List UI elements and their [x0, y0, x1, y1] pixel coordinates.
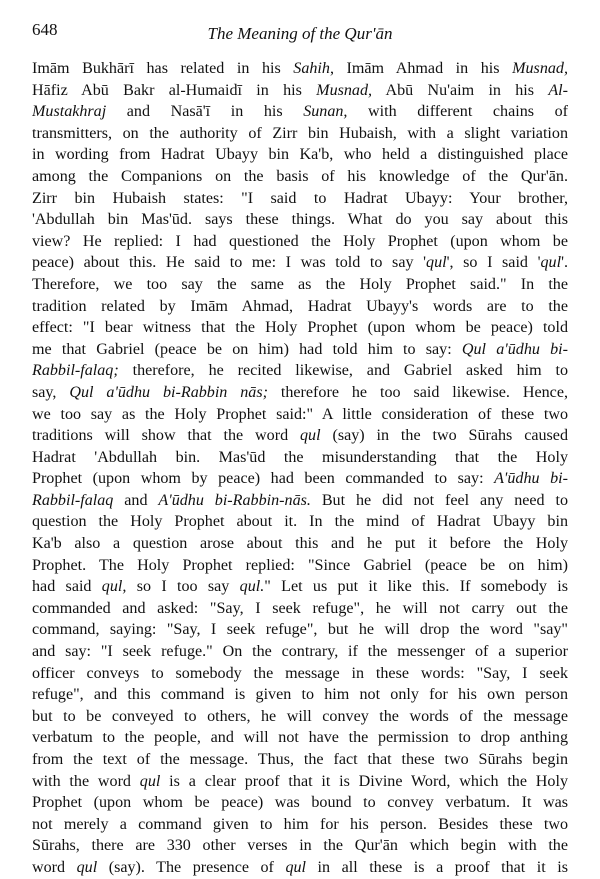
text-line	[32, 80, 568, 102]
text-segment: peace) about this. He said to me: I was told to say '	[32, 254, 427, 272]
italic-term: qul.	[239, 578, 265, 596]
text-segment: Zirr bin Hubaish states: "I said to Hadrat Ubayy: Your brother,	[32, 189, 568, 207]
text-segment: from the text of the message. Thus, the fact that these two Sūrahs begin	[32, 751, 568, 768]
text-segment: me that Gabriel (peace be on him) had told him to say:	[32, 340, 462, 358]
text-segment: question the Holy Prophet about it. In the mind of Hadrat Ubayy bin	[32, 513, 568, 531]
text-segment: traditions will show that the word	[32, 427, 300, 445]
running-title: The Meaning of the Qur'ān	[207, 24, 393, 43]
text-line	[32, 188, 568, 210]
body-paragraph	[32, 58, 568, 879]
text-line	[32, 296, 568, 318]
text-segment: Prophet. The Holy Prophet replied: "Since Gabriel (peace be on him)	[32, 556, 568, 574]
text-segment: commanded and asked: "Say, I seek refuge", he will not carry out the	[32, 599, 568, 617]
text-line	[32, 274, 568, 296]
text-line	[32, 144, 568, 166]
text-segment: in all these is a proof that it is	[306, 858, 568, 876]
text-line	[32, 404, 568, 426]
text-line	[32, 598, 568, 620]
text-segment: therefore, he recited likewise, and Gabriel asked him to	[118, 362, 568, 380]
text-line	[32, 101, 568, 123]
italic-term: qul	[426, 254, 447, 272]
text-segment: But he did not feel any need to	[310, 491, 568, 509]
text-line	[32, 468, 568, 490]
text-segment: Prophet (upon whom be peace) was bound to convey verbatum. It was	[32, 794, 568, 812]
italic-term: Musnad,	[512, 60, 568, 77]
italic-term: qul,	[101, 578, 127, 596]
text-segment: transmitters, on the authority of Zirr bin Hubaish, with a slight variation	[32, 124, 568, 142]
text-segment: say,	[32, 383, 70, 401]
italic-term: Mustakhraj	[32, 103, 107, 121]
italic-term: A'ūdhu bi-Rabbin-nās.	[158, 491, 311, 509]
text-segment: therefore he too said likewise. Hence,	[267, 383, 568, 401]
text-line	[32, 360, 568, 382]
italic-term: Sunan,	[303, 103, 348, 121]
italic-term: Rabbil-falaq;	[32, 362, 119, 380]
text-segment: among the Companions on the basis of his knowledge of the Qur'ān.	[32, 167, 568, 185]
text-segment: word	[32, 858, 77, 876]
text-segment: officer conveys to somebody the message in these words: "Say, I seek	[32, 664, 568, 682]
text-line	[32, 684, 568, 706]
text-segment: Prophet (upon whom by peace) had been commanded to say:	[32, 470, 495, 488]
page-number: 648	[32, 20, 58, 39]
text-segment: (say) in the two Sūrahs caused	[320, 427, 568, 445]
text-line	[32, 706, 568, 728]
italic-term: qul	[139, 772, 161, 790]
text-line	[32, 511, 568, 533]
text-line	[32, 166, 568, 188]
text-line	[32, 252, 568, 274]
text-line	[32, 641, 568, 663]
page-header	[32, 14, 568, 50]
text-segment: and	[113, 491, 159, 509]
text-segment: and say: "I seek refuge." On the contrary, if the messenger of a superior	[32, 643, 568, 661]
text-line	[32, 727, 568, 749]
text-segment: is a clear proof that it is Divine Word, which the Holy	[160, 772, 568, 790]
text-line	[32, 209, 568, 231]
text-line	[32, 857, 568, 879]
text-line	[32, 425, 568, 447]
text-line	[32, 792, 568, 814]
text-line	[32, 123, 568, 145]
text-segment: command, saying: "Say, I seek refuge", but he will drop the word "say"	[32, 621, 568, 639]
text-segment: effect: "I bear witness that the Holy Prophet (upon whom be peace) told	[32, 319, 568, 337]
text-segment: Ka'b also a question arose about this and he put it before the Holy	[32, 535, 568, 553]
text-segment: Hāfiz Abū Bakr al-Humaidī in his	[32, 81, 317, 99]
text-line	[32, 58, 568, 80]
text-line	[32, 771, 568, 793]
text-segment: with different chains of	[347, 103, 568, 121]
text-line	[32, 814, 568, 836]
text-line	[32, 382, 568, 404]
text-line	[32, 231, 568, 253]
italic-term: A'ūdhu bi-	[494, 470, 568, 488]
text-line	[32, 490, 568, 512]
italic-term: Al-	[548, 81, 568, 99]
text-line	[32, 317, 568, 339]
text-segment: (say). The presence of	[97, 858, 286, 876]
text-line	[32, 555, 568, 577]
text-line	[32, 619, 568, 641]
text-segment: with the word	[32, 772, 140, 790]
text-line	[32, 339, 568, 361]
text-segment: so I too say	[126, 578, 240, 596]
italic-term: Qul a'ūdhu bi-	[461, 340, 568, 358]
italic-term: Musnad,	[316, 81, 373, 99]
italic-term: qul	[540, 254, 562, 272]
text-line	[32, 447, 568, 469]
text-segment: in wording from Hadrat Ubayy bin Ka'b, who held a distinguished place	[32, 146, 568, 164]
text-segment: Sūrahs, there are 330 other verses in the Qur'ān which begin with the	[32, 837, 568, 855]
text-segment: not merely a command given to him for his person. Besides these two	[32, 815, 568, 833]
text-segment: Imām Bukhārī has related in his	[32, 60, 294, 77]
italic-term: qul	[76, 858, 98, 876]
text-segment: refuge", and this command is given to him not only for his own person	[32, 686, 568, 704]
text-segment: view? He replied: I had questioned the Holy Prophet (upon whom be	[32, 232, 568, 250]
text-segment: ', so I said '	[446, 254, 541, 272]
italic-term: qul	[300, 427, 321, 445]
text-segment: , Imām Ahmad in his	[329, 60, 513, 77]
italic-term: Qul a'ūdhu bi-Rabbin nās;	[69, 383, 268, 401]
text-segment: " Let us put it like this. If somebody is	[264, 578, 568, 596]
text-line	[32, 533, 568, 555]
italic-term: qul	[285, 858, 307, 876]
italic-term: Rabbil-falaq	[32, 491, 114, 509]
text-line	[32, 576, 568, 598]
text-segment: we too say as the Holy Prophet said:" A little consideration of these two	[32, 405, 568, 423]
text-line	[32, 663, 568, 685]
text-segment: '.	[561, 254, 568, 272]
text-segment: verbatum to the people, and will not have the permission to drop anthing	[32, 729, 568, 747]
text-segment: but to be conveyed to others, he will convey the words of the message	[32, 707, 568, 725]
text-segment: tradition related by Imām Ahmad, Hadrat Ubayy's words are to the	[32, 297, 568, 315]
text-segment: and Nasā'ī in his	[106, 103, 304, 121]
text-line	[32, 835, 568, 857]
text-segment: Abū Nu'aim in his	[372, 81, 549, 99]
text-segment: 'Abdullah bin Mas'ūd. says these things. What do you say about this	[32, 211, 568, 229]
text-segment: Therefore, we too say the same as the Holy Prophet said." In the	[32, 275, 568, 293]
text-segment: had said	[32, 578, 102, 596]
italic-term: Sahih	[293, 60, 330, 77]
text-segment: Hadrat 'Abdullah bin. Mas'ūd the misunderstanding that the Holy	[32, 448, 568, 466]
text-line	[32, 749, 568, 771]
